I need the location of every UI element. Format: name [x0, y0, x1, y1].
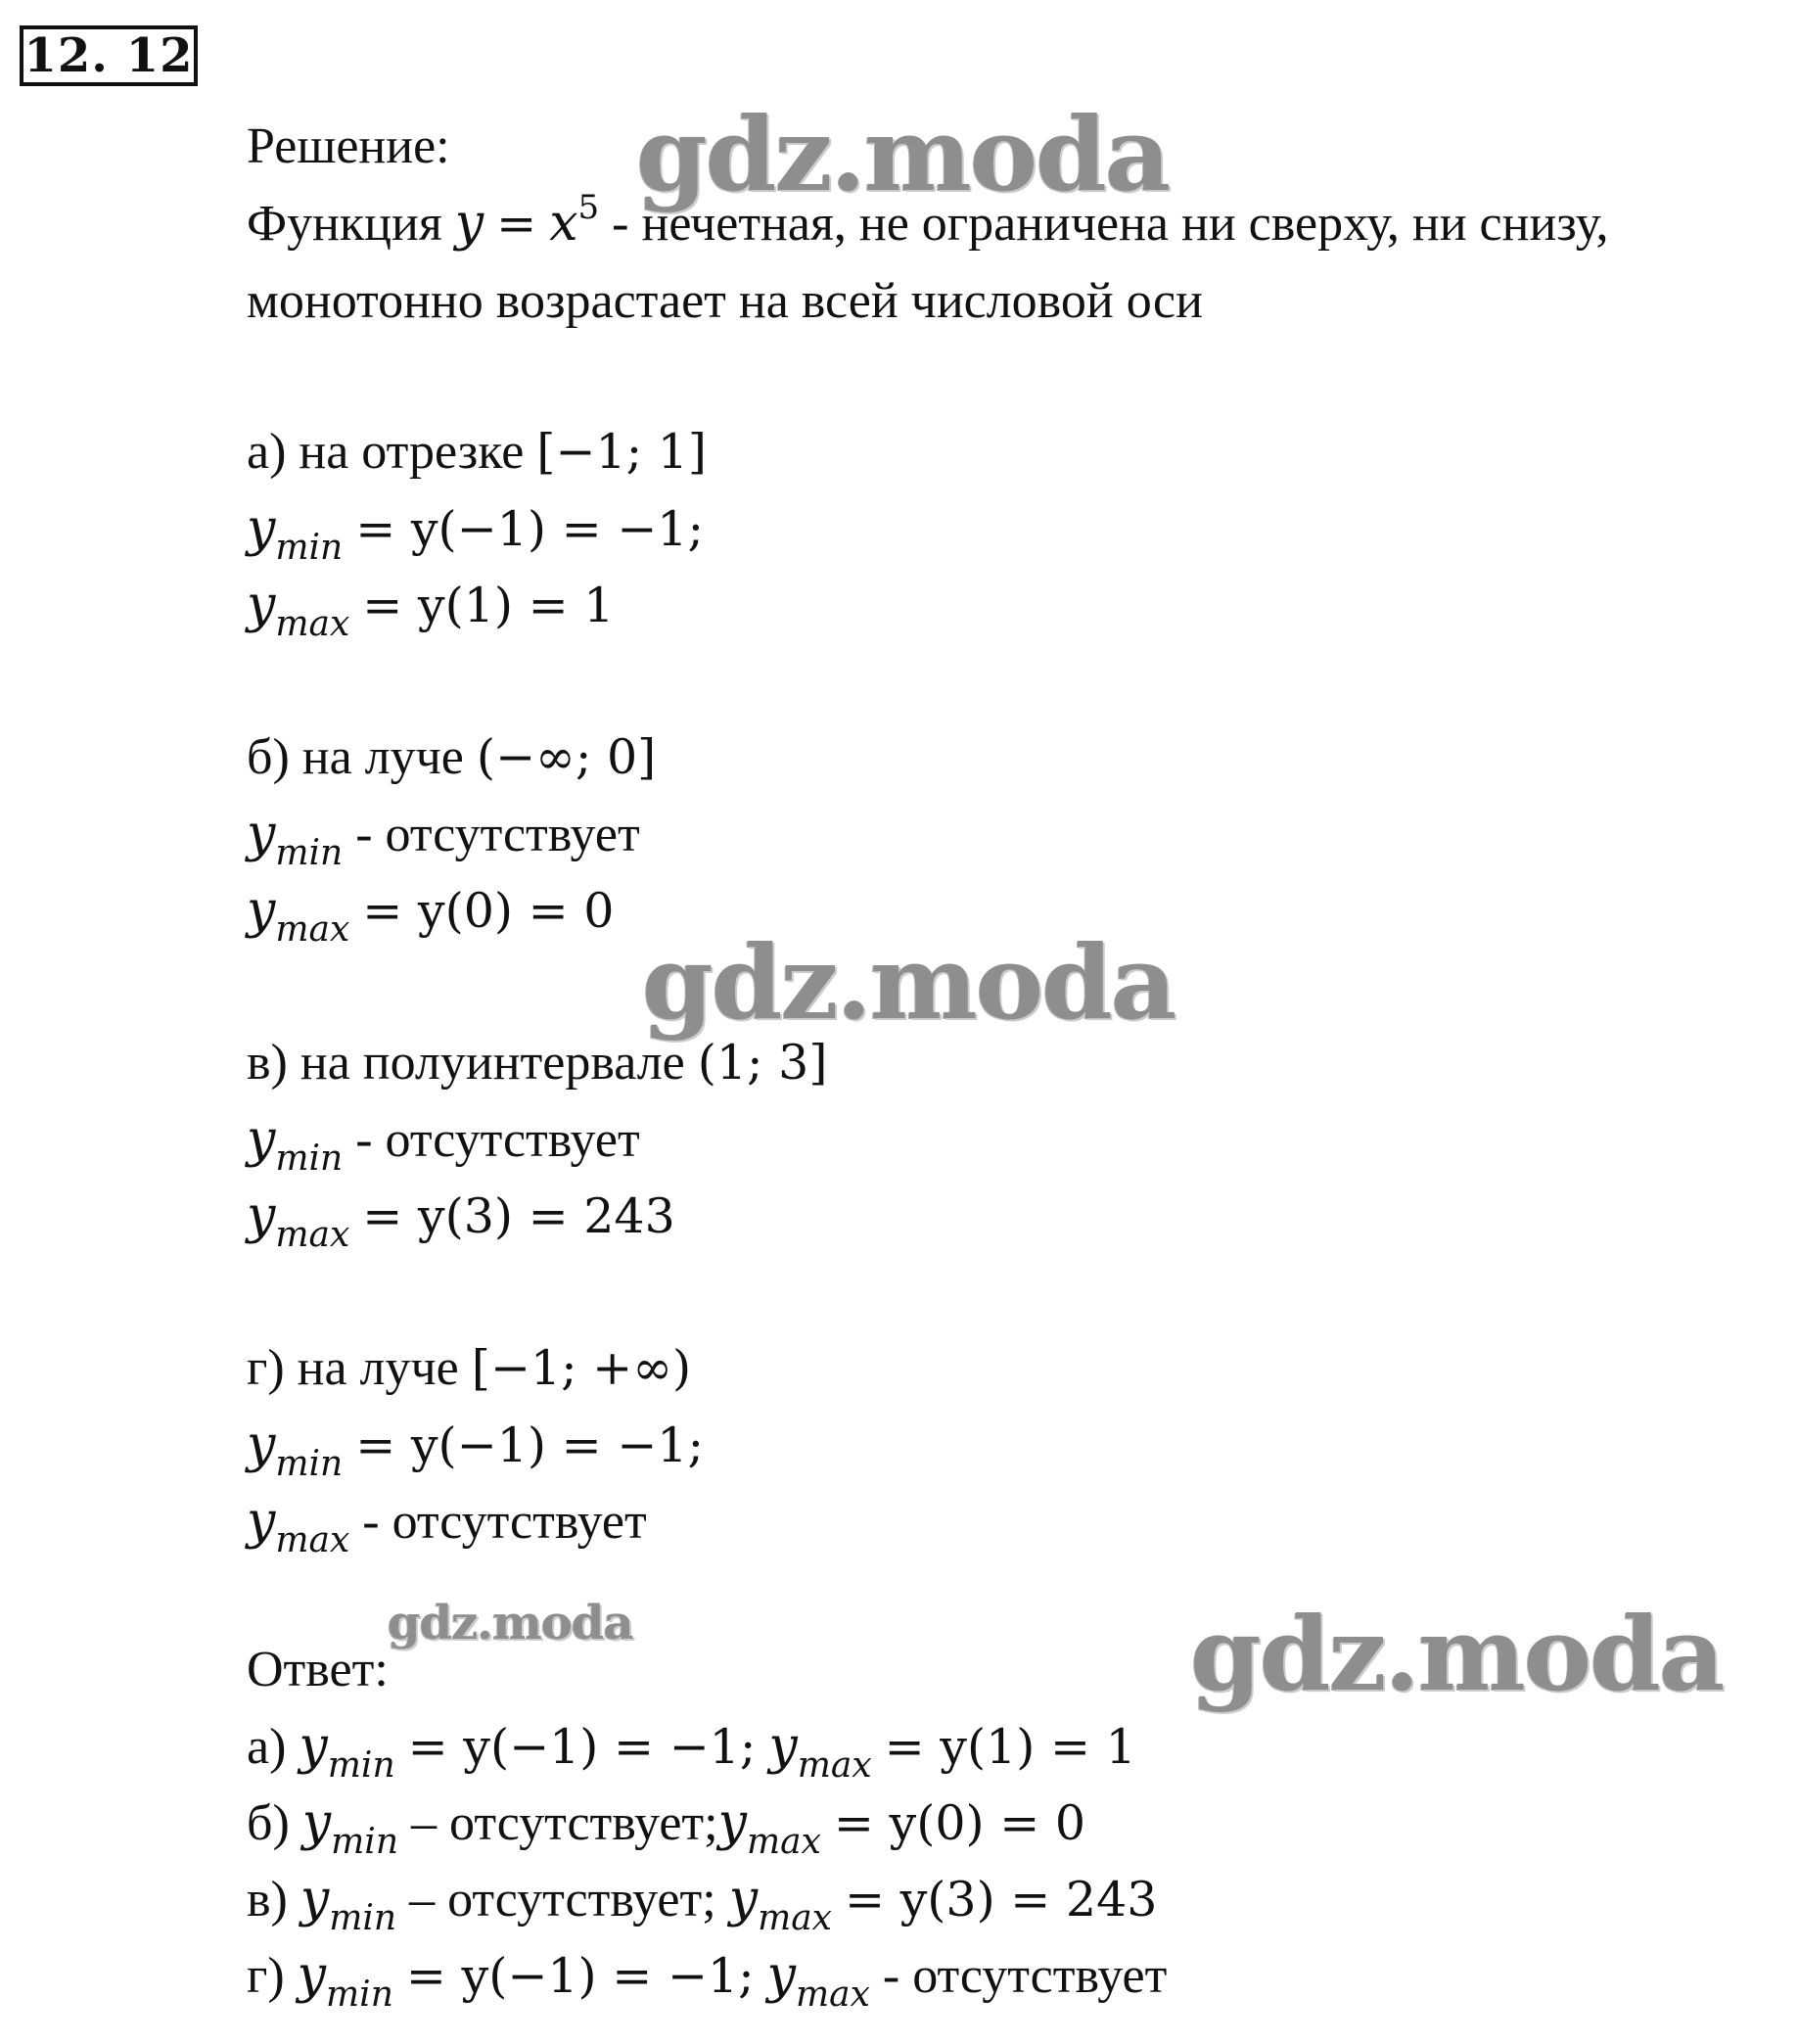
- intro-eq: =: [496, 196, 537, 252]
- part-d-max: $y_{max}$ - отсутствует: [247, 1492, 647, 1560]
- part-c-header-text: в) на полуинтервале: [247, 1035, 685, 1091]
- part-b-min-text: - отсутствует: [355, 807, 640, 862]
- intro-line-2: монотонно возрастает на всей числовой оси: [247, 273, 1203, 329]
- part-b-interval: (−∞; 0]: [476, 729, 657, 785]
- part-d-header: [247, 1340, 692, 1396]
- answer-label: Ответ:: [247, 1642, 389, 1697]
- intro-text-1: - нечетная, не ограничена ни сверху, ни снизу,: [612, 196, 1609, 252]
- solution-label: Решение:: [247, 118, 450, 174]
- watermark-logo-4: gdz.moda: [1190, 1594, 1724, 1714]
- part-a-min: $y_{min} = y(-1) = -1$;: [247, 499, 704, 568]
- watermark-logo-2: gdz.moda: [642, 922, 1175, 1043]
- part-d-min: $y_{min} = y(-1) = -1$;: [247, 1416, 704, 1484]
- part-d-max-text: - отсутствует: [362, 1494, 647, 1550]
- part-b-max: $y_{max} = y(0) = 0$: [247, 881, 615, 950]
- part-a-max-expr: = y(1) = 1: [362, 578, 615, 633]
- part-b-header: [247, 729, 657, 785]
- intro-y: y: [454, 194, 484, 253]
- part-a-header-text: а) на отрезке: [247, 424, 525, 480]
- part-c-interval: (1; 3]: [697, 1035, 828, 1091]
- intro-x: x: [549, 194, 578, 253]
- part-c-min: $y_{min}$ - отсутствует: [247, 1110, 640, 1179]
- part-a-header: [247, 424, 708, 480]
- part-c-header: [247, 1035, 828, 1091]
- part-d-interval: [−1; +∞): [471, 1340, 692, 1396]
- part-b-min: $y_{min}$ - отсутствует: [247, 805, 640, 873]
- part-b-max-expr: = y(0) = 0: [362, 883, 615, 939]
- part-d-header-text: г) на луче: [247, 1340, 459, 1396]
- part-d-min-expr: = y(−1) = −1;: [355, 1417, 704, 1473]
- part-a-max: $y_{max} = y(1) = 1$: [247, 576, 615, 644]
- answer-a: а) $y_{min} = y(-1) = -1$; $y_{max} = y(1) = 1$: [247, 1717, 1136, 1786]
- watermark-logo-3: gdz.moda: [388, 1596, 633, 1650]
- watermark-logo-1: gdz.moda: [636, 94, 1170, 214]
- intro-exponent: 5: [577, 188, 600, 227]
- part-c-max: $y_{max} = y(3) = 243$: [247, 1186, 675, 1255]
- part-b-header-text: б) на луче: [247, 729, 464, 785]
- answer-c: в) $y_{min}$ – отсутствует; $y_{max} = y(3) = 243$: [247, 1870, 1158, 1938]
- part-a-interval: [−1; 1]: [536, 424, 708, 480]
- part-c-min-text: - отсутствует: [355, 1112, 640, 1168]
- problem-number: 12. 12: [20, 25, 198, 86]
- part-c-max-expr: = y(3) = 243: [362, 1188, 675, 1244]
- part-a-min-expr: = y(−1) = −1;: [355, 501, 704, 557]
- intro-function-word: Функция: [247, 196, 442, 252]
- answer-d: г) $y_{min} = y(-1) = -1$; $y_{max}$ - отсутствует: [247, 1946, 1168, 2015]
- answer-b: б) $y_{min}$ – $отсутствует;y_{max} = y(0) = 0$: [247, 1793, 1085, 1862]
